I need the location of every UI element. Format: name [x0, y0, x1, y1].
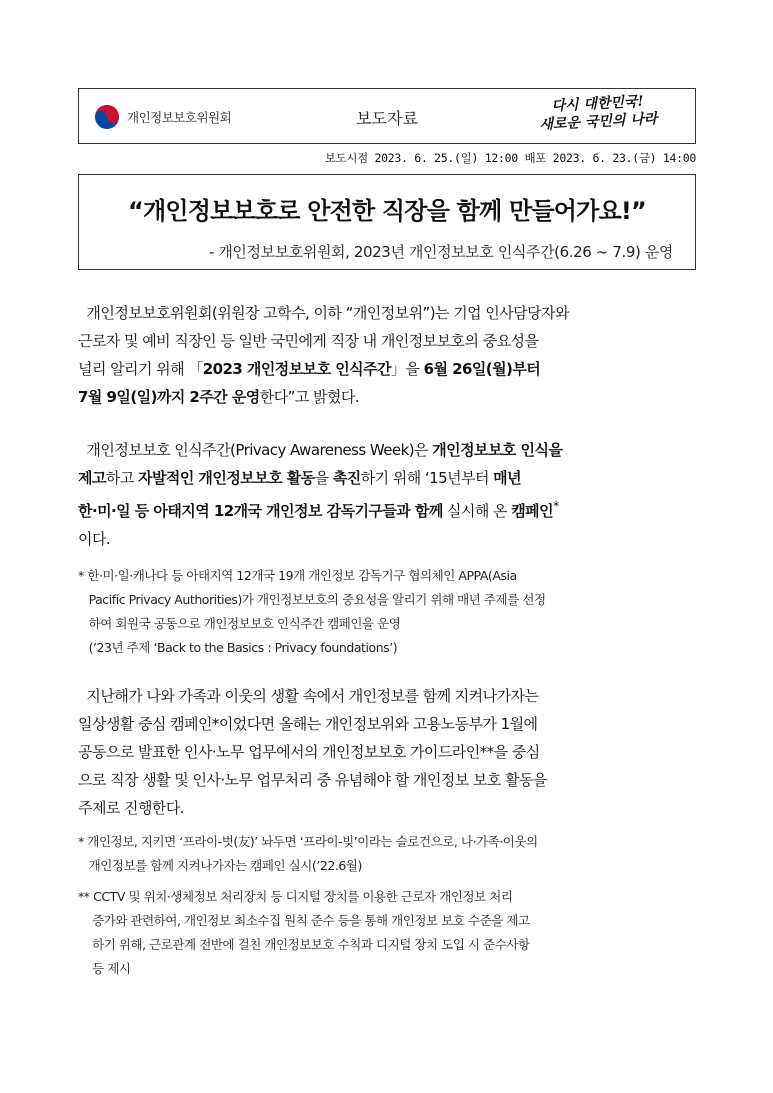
note-line: 하여 회원국 공동으로 개인정보보호 인식주간 캠페인을 운영 [78, 616, 401, 631]
text-run: 한다”고 밝혔다. [259, 388, 360, 406]
note-line: Pacific Privacy Authorities)가 개인정보보호의 중요성을 알리기 위해 매년 주제를 선정 [78, 592, 546, 607]
note-line: ** CCTV 및 위치·생체정보 처리장치 등 디지털 장치를 이용한 근로자 개인정보 처리 [78, 889, 513, 904]
bold-run: 매년 [493, 469, 522, 487]
bold-run: 제고 [78, 469, 106, 487]
paragraph-line: 지난해가 나와 가족과 이웃의 생활 속에서 개인정보를 함께 지켜나가자는 [78, 687, 539, 705]
paragraph-line [78, 355, 696, 383]
release-info: 보도시점 2023. 6. 25.(일) 12:00 배포 2023. 6. 23.(금) 14:00 [324, 151, 696, 165]
note-line: 증가와 관련하여, 개인정보 최소수집 원칙 준수 등을 통해 개인정보 보호 수준을 제고 [78, 913, 530, 928]
footnote-2 [78, 830, 696, 878]
note-line: * 한·미·일·캐나다 등 아태지역 12개국 19개 개인정보 감독기구 협의체인 APPA(Asia [78, 568, 517, 583]
text-run: 개인정보보호 인식주간(Privacy Awareness Week)은 [78, 441, 433, 459]
header-box [78, 88, 696, 144]
paragraph-line: 이다. [78, 530, 111, 548]
paragraph-line: 개인정보보호위원회(위원장 고학수, 이하 “개인정보위”)는 기업 인사담당자와 [78, 304, 569, 322]
paragraph-line: 일상생활 중심 캠페인*이었다면 올해는 개인정보위와 고용노동부가 1월에 [78, 715, 538, 733]
text-run: 널리 알리기 위해 「 [78, 360, 203, 378]
note-line: 하기 위해, 근로관계 전반에 걸친 개인정보보호 수칙과 디지털 장치 도입 시 준수사항 [78, 937, 530, 952]
slogan-line-2: 새로운 국민의 나라 [539, 110, 658, 134]
paragraph-line: 근로자 및 예비 직장인 등 일반 국민에게 직장 내 개인정보보호의 중요성을 [78, 332, 539, 350]
paragraph-2 [78, 436, 696, 553]
slogan-line-1: 다시 대한민국! [551, 93, 644, 115]
org-name: 개인정보보호위원회 [127, 110, 232, 125]
bold-run: 개인정보보호 인식을 [432, 441, 563, 459]
page-title: “개인정보보호로 안전한 직장을 함께 만들어가요!” [128, 197, 646, 225]
bold-run: 자발적인 개인정보보호 활동 [138, 469, 315, 487]
bold-run: 촉진 [332, 469, 361, 487]
paragraph-3 [78, 682, 696, 822]
text-run: 하기 위해 ‘15년부터 [360, 469, 494, 487]
paragraph-1 [78, 299, 696, 411]
footnote-mark: * [553, 498, 559, 513]
footnote-1 [78, 564, 696, 660]
bold-run: 한·미·일 등 아태지역 12개국 개인정보 감독기구들과 함께 [78, 502, 443, 520]
bold-run: 6월 26일(월)부터 [423, 360, 541, 378]
paragraph-line: 공동으로 발표한 인사·노무 업무에서의 개인정보보호 가이드라인**을 중심 [78, 743, 540, 761]
note-line: 개인정보를 함께 지켜나가자는 캠페인 실시(’22.6월) [78, 858, 362, 873]
text-run: 」을 [390, 360, 424, 378]
footnote-3 [78, 885, 696, 981]
doc-type-label: 보도자료 [356, 109, 418, 128]
note-line: (’23년 주제 ‘Back to the Basics : Privacy foundations’) [78, 640, 398, 655]
bold-run: 7월 9일(일)까지 2주간 운영 [78, 388, 260, 406]
bold-run: 2023 개인정보보호 인식주간 [202, 360, 391, 378]
paragraph-line [78, 383, 696, 411]
paragraph-line [78, 492, 696, 525]
note-line: * 개인정보, 지키면 ‘프라이-벗(友)’ 놔두면 ‘프라이-빚’이라는 슬로건으로, 나·가족·이웃의 [78, 834, 538, 849]
page-subtitle: - 개인정보보호위원회, 2023년 개인정보보호 인식주간(6.26 ~ 7.9) 운영 [208, 243, 673, 261]
paragraph-line: 주제로 진행한다. [78, 799, 185, 817]
paragraph-line [78, 436, 696, 464]
text-run: 하고 [105, 469, 138, 487]
title-box [78, 174, 696, 270]
text-run: 실시해 온 [442, 502, 512, 520]
note-line: 등 제시 [78, 961, 131, 976]
paragraph-line [78, 464, 696, 492]
paragraph-line: 으로 직장 생활 및 인사·노무 업무처리 중 유념해야 할 개인정보 보호 활동을 [78, 771, 547, 789]
bold-run: 캠페인 [511, 502, 554, 520]
text-run: 을 [314, 469, 333, 487]
